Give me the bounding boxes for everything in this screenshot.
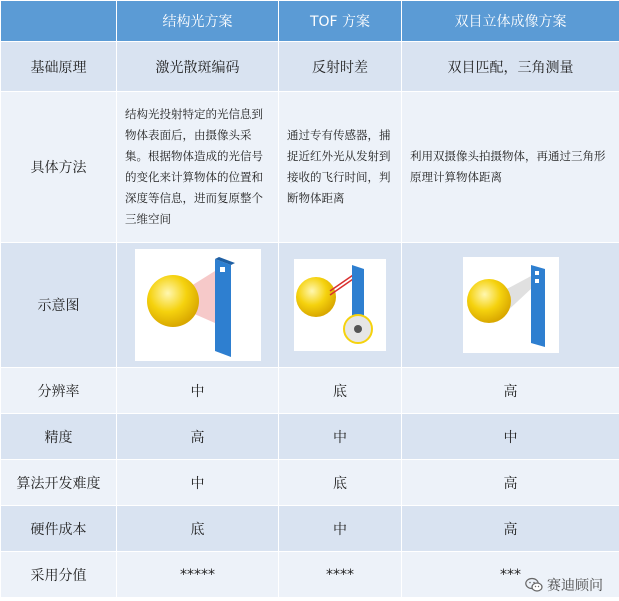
row-label: 基础原理 [1, 42, 117, 92]
camera-lens [535, 271, 539, 275]
cell-tof: 反射时差 [279, 42, 402, 92]
camera-lens [220, 267, 225, 272]
cell-structured-light: 高 [117, 414, 279, 460]
structured-light-diagram [135, 249, 261, 361]
cell-structured-light: ***** [117, 552, 279, 598]
header-tof: TOF 方案 [279, 1, 402, 42]
cell-tof: 底 [279, 368, 402, 414]
row-precision [1, 414, 619, 460]
tof-diagram [294, 259, 386, 351]
row-resolution [1, 368, 619, 414]
cell-structured-light [117, 243, 279, 368]
row-label: 具体方法 [1, 92, 117, 243]
cell-structured-light: 底 [117, 506, 279, 552]
cell-binocular [402, 243, 619, 368]
header-binocular: 双目立体成像方案 [402, 1, 619, 42]
watermark-text: 赛迪顾问 [547, 578, 603, 594]
row-method [1, 92, 619, 243]
header-structured-light: 结构光方案 [117, 1, 279, 42]
row-label: 示意图 [1, 243, 117, 368]
object-sphere [467, 279, 511, 323]
object-sphere [147, 275, 199, 327]
cell-binocular: 高 [402, 460, 619, 506]
row-label: 硬件成本 [1, 506, 117, 552]
cell-binocular: 中 [402, 414, 619, 460]
watermark [525, 575, 603, 595]
cell-tof: **** [279, 552, 402, 598]
row-label: 精度 [1, 414, 117, 460]
row-difficulty [1, 460, 619, 506]
cell-structured-light: 中 [117, 368, 279, 414]
row-diagram [1, 243, 619, 368]
row-cost [1, 506, 619, 552]
row-label: 算法开发难度 [1, 460, 117, 506]
cell-binocular: 高 [402, 368, 619, 414]
cell-tof: 中 [279, 506, 402, 552]
cell-tof: 通过专有传感器，捕捉近红外光从发射到接收的飞行时间，判断物体距离 [279, 92, 402, 243]
header-row [1, 1, 619, 42]
header-corner [1, 1, 117, 42]
cell-tof: 底 [279, 460, 402, 506]
cell-structured-light: 激光散斑编码 [117, 42, 279, 92]
camera-lens [535, 279, 539, 283]
cell-structured-light: 中 [117, 460, 279, 506]
cell-binocular: 利用双摄像头拍摄物体，再通过三角形原理计算物体距离 [402, 92, 619, 243]
device-panel [531, 265, 545, 347]
cell-tof: 中 [279, 414, 402, 460]
object-sphere [296, 277, 336, 317]
row-principle [1, 42, 619, 92]
wechat-icon [525, 577, 543, 593]
cell-binocular: 高 [402, 506, 619, 552]
cell-tof [279, 243, 402, 368]
binocular-diagram [463, 257, 559, 353]
row-label: 分辨率 [1, 368, 117, 414]
cell-structured-light: 结构光投射特定的光信息到物体表面后，由摄像头采集。根据物体造成的光信号的变化来计算物体的位置和深度等信息，进而复原整个三维空间 [117, 92, 279, 243]
device-panel [215, 259, 231, 357]
row-label: 采用分值 [1, 552, 117, 598]
cell-binocular: *** [402, 552, 619, 598]
cell-binocular: 双目匹配，三角测量 [402, 42, 619, 92]
